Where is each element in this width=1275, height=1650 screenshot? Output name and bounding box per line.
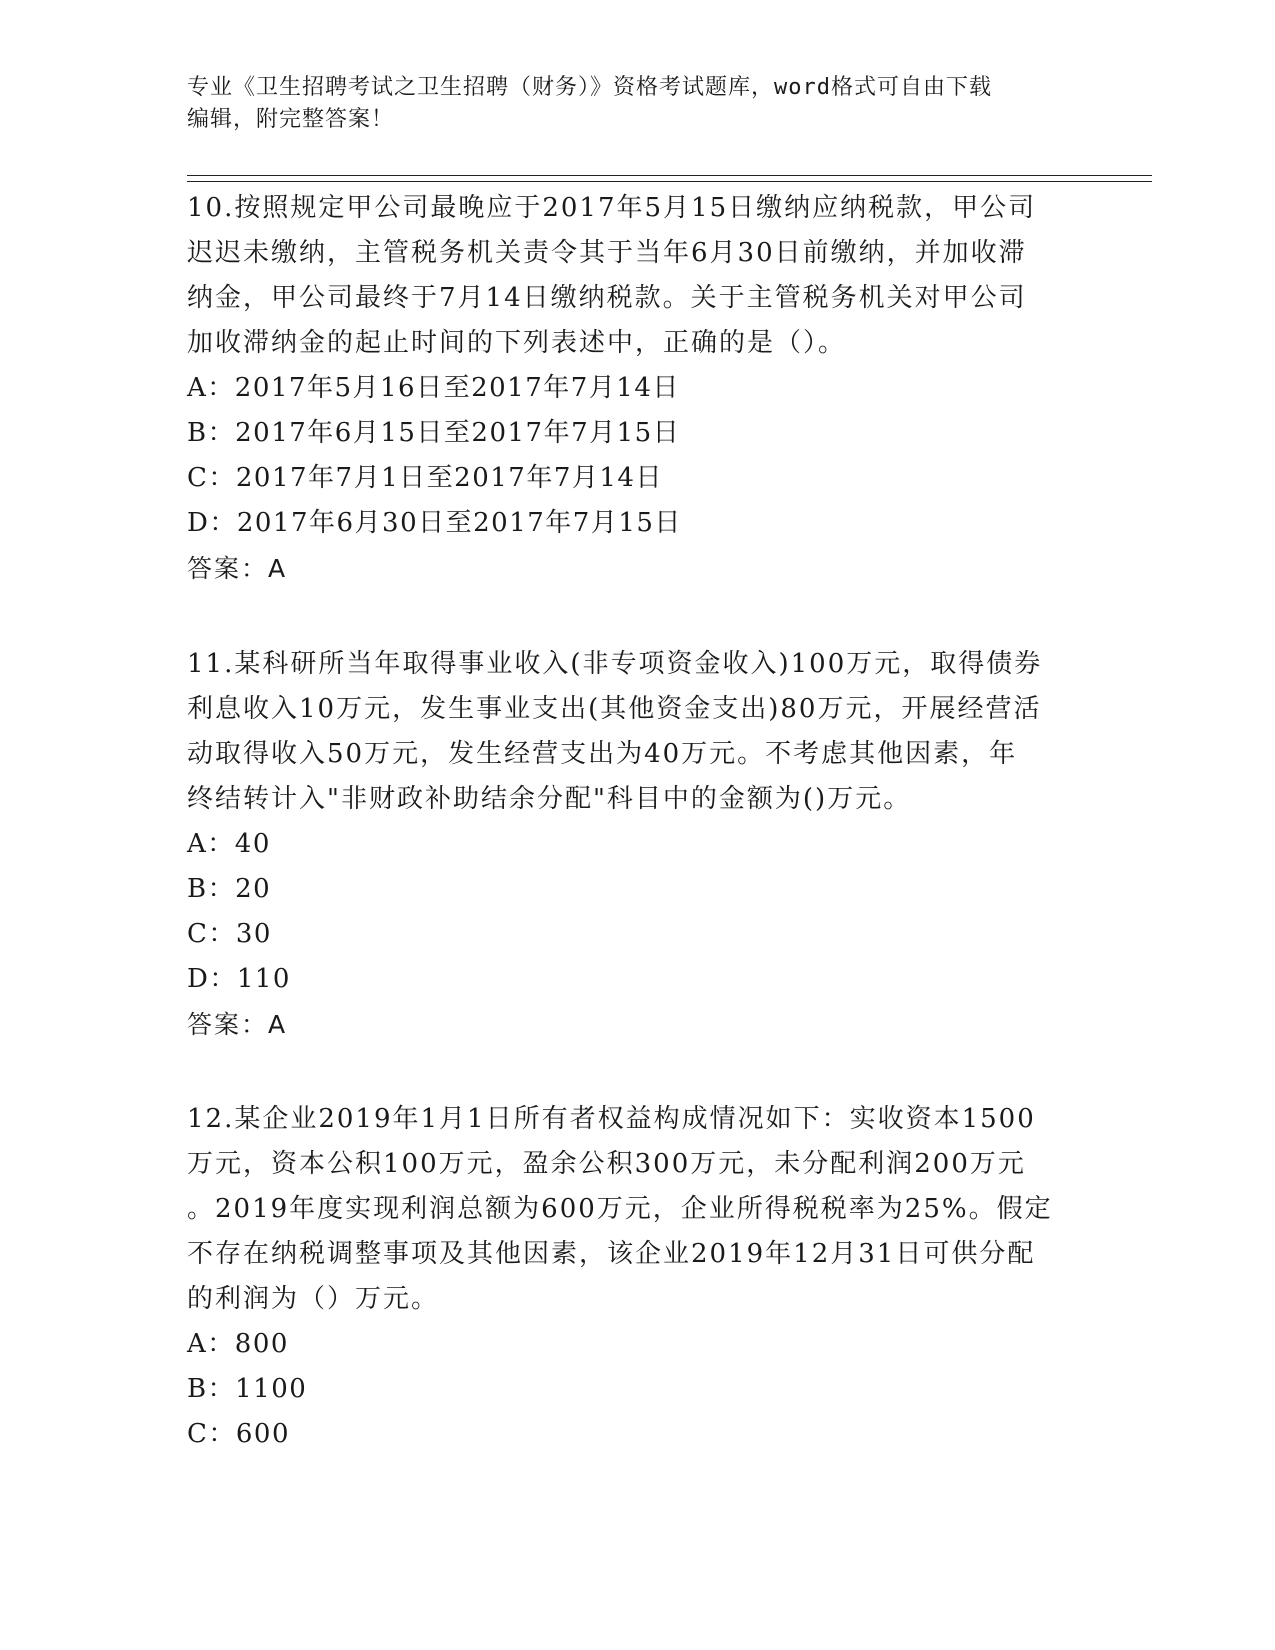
option-a: A：800 bbox=[187, 1329, 289, 1359]
question-11 bbox=[187, 642, 1067, 1047]
question-stem-line: 12.某企业2019年1月1日所有者权益构成情况如下：实收资本1500 bbox=[187, 1104, 1036, 1134]
option-a: A：2017年5月16日至2017年7月14日 bbox=[187, 373, 680, 403]
answer-line: 答案：A bbox=[187, 1010, 288, 1039]
question-stem-line: 的利润为（）万元。 bbox=[187, 1284, 440, 1314]
option-c: C：2017年7月1日至2017年7月14日 bbox=[187, 463, 663, 493]
header-divider-top bbox=[187, 175, 1152, 176]
question-10 bbox=[187, 186, 1067, 591]
option-c: C：600 bbox=[187, 1419, 291, 1449]
option-a: A：40 bbox=[187, 829, 271, 859]
option-c: C：30 bbox=[187, 919, 272, 949]
question-stem-line: 10.按照规定甲公司最晚应于2017年5月15日缴纳应纳税款，甲公司 bbox=[187, 193, 1037, 223]
question-stem-line: 迟迟未缴纳，主管税务机关责令其于当年6月30日前缴纳，并加收滞 bbox=[187, 238, 1027, 268]
header-line-2: 编辑，附完整答案！ bbox=[187, 107, 395, 132]
answer-line: 答案：A bbox=[187, 554, 288, 583]
question-stem-line: 利息收入10万元，发生事业支出(其他资金支出)80万元，开展经营活 bbox=[187, 694, 1042, 724]
question-stem-line: 11.某科研所当年取得事业收入(非专项资金收入)100万元，取得债券 bbox=[187, 649, 1043, 679]
header-line-1: 专业《卫生招聘考试之卫生招聘（财务）》资格考试题库，word格式可自由下载 bbox=[187, 75, 992, 100]
question-12 bbox=[187, 1097, 1067, 1457]
question-stem-line: 加收滞纳金的起止时间的下列表述中，正确的是（）。 bbox=[187, 328, 847, 358]
document-header bbox=[187, 72, 1087, 136]
question-stem-line: 。2019年度实现利润总额为600万元，企业所得税税率为25%。假定 bbox=[187, 1194, 1053, 1224]
option-b: B：2017年6月15日至2017年7月15日 bbox=[187, 418, 681, 448]
option-d: D：110 bbox=[187, 964, 291, 994]
question-stem-line: 万元，资本公积100万元，盈余公积300万元，未分配利润200万元 bbox=[187, 1149, 1026, 1179]
option-b: B：20 bbox=[187, 874, 272, 904]
question-stem-line: 动取得收入50万元，发生经营支出为40万元。不考虑其他因素，年 bbox=[187, 739, 1018, 769]
question-stem-line: 不存在纳税调整事项及其他因素，该企业2019年12月31日可供分配 bbox=[187, 1239, 1036, 1269]
option-d: D：2017年6月30日至2017年7月15日 bbox=[187, 508, 682, 538]
question-stem-line: 纳金，甲公司最终于7月14日缴纳税款。关于主管税务机关对甲公司 bbox=[187, 283, 1027, 313]
question-stem-line: 终结转计入"非财政补助结余分配"科目中的金额为()万元。 bbox=[187, 784, 912, 814]
header-divider-bottom bbox=[187, 181, 1152, 182]
option-b: B：1100 bbox=[187, 1374, 308, 1404]
